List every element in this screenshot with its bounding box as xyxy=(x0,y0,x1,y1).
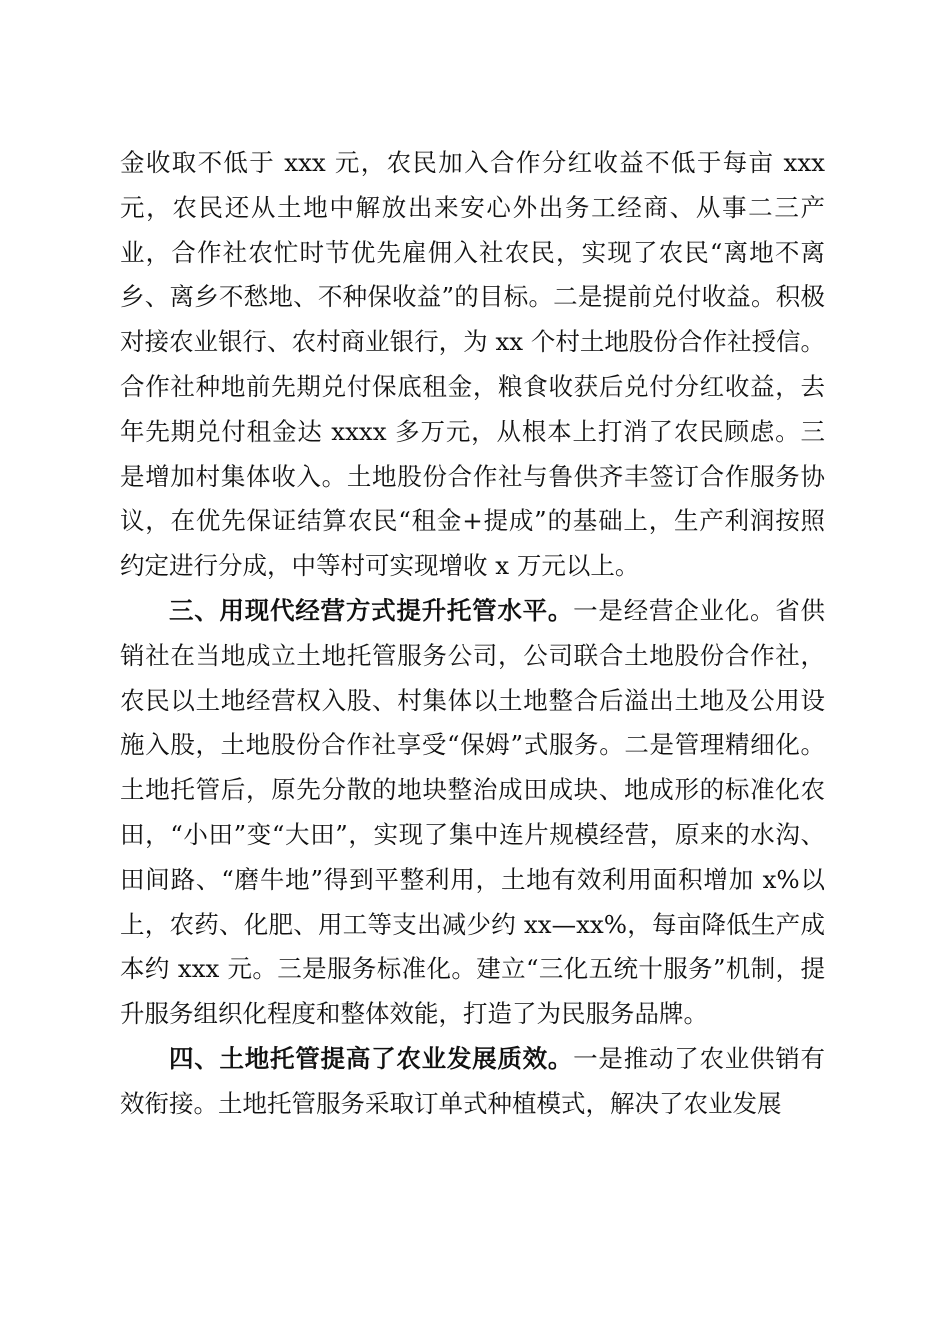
paragraph-body: 金收取不低于 xxx 元，农民加入合作分红收益不低于每亩 xxx 元，农民还从土地中解放出来安心外出务工经商、从事二三产业，合作社农忙时节优先雇佣入社农民，实现了农民“离地不离乡、离乡不愁地、不种保收益”的目标。二是提前兑付收益。积极对接农业银行、农村商业银行，为 xx 个村土地股份合作社授信。合作社种地前先期兑付保底租金，粮食收获后兑付分红收益，去年先期兑付租金达 xxxx 多万元，从根本上打消了农民顾虑。三是增加村集体收入。土地股份合作社与鲁供齐丰签订合作服务协议，在优先保证结算农民“租金+提成”的基础上，生产利润按照约定进行分成，中等村可实现增收 x 万元以上。 xyxy=(120,148,825,581)
document-body xyxy=(120,141,825,1127)
paragraph-section-4 xyxy=(120,1037,825,1127)
paragraph-body: 一是推动了农业供销有效衔接。土地托管服务采取订单式种植模式，解决了农业发展 xyxy=(120,1043,826,1118)
paragraph-body: 一是经营企业化。省供销社在当地成立土地托管服务公司，公司联合土地股份合作社，农民以土地经营权入股、村集体以土地整合后溢出土地及公用设施入股，土地股份合作社享受“保姆”式服务。二是管理精细化。土地托管后，原先分散的地块整治成田成块、地成形的标准化农田，“小田”变“大田”，实现了集中连片规模经营，原来的水沟、田间路、“磨牛地”得到平整利用，土地有效利用面积增加 x%以上，农药、化肥、用工等支出减少约 xx—xx%，每亩降低生产成本约 xxx 元。三是服务标准化。建立“三化五统十服务”机制，提升服务组织化程度和整体效能，打造了为民服务品牌。 xyxy=(120,595,826,1029)
section-heading: 四、土地托管提高了农业发展质效。 xyxy=(169,1043,574,1073)
section-heading: 三、用现代经营方式提升托管水平。 xyxy=(169,595,574,625)
paragraph-section-3 xyxy=(120,589,825,1037)
paragraph-continuation xyxy=(120,141,825,589)
